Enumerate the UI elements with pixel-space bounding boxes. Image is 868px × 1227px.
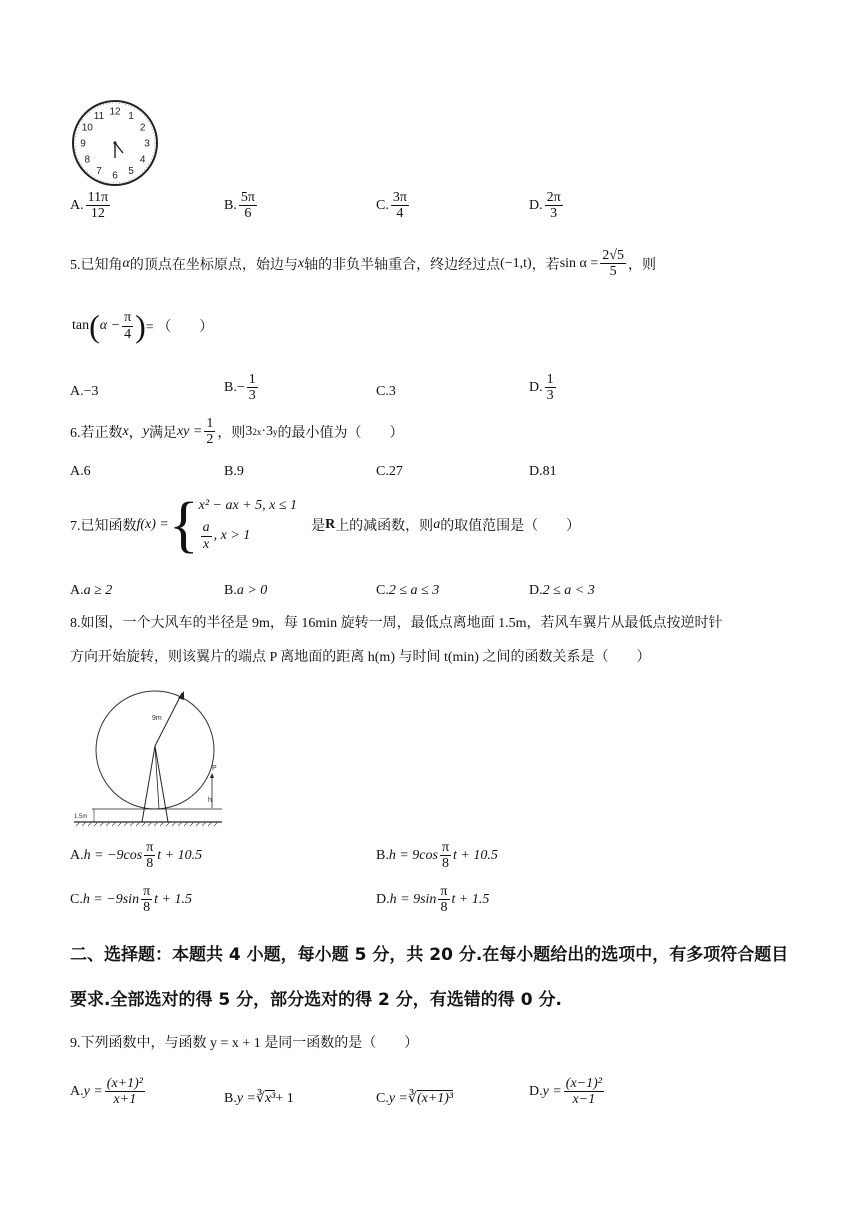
q5-stem: 5.已知角 α 的顶点在坐标原点，始边与 x 轴的非负半轴重合，终边经过点 (−1,t) ，若 sin α = $\frac{2√5}{5}$ ，则 <box>70 248 656 280</box>
q9-option-a: A. y = $\frac{\text{(x+1)²}}{x+1}$ <box>70 1076 143 1108</box>
q8-option-b: B. h = 9cos $\frac{\pi}{8}$ t + 10.5 <box>376 840 498 872</box>
clock-numeral: 8 <box>84 154 91 166</box>
q9-option-b: B. y = ∛ x³ + 1 <box>224 1090 294 1106</box>
q6-option-d: D. 81 <box>529 464 557 479</box>
q6-option-a: A. 6 <box>70 464 91 479</box>
q4-option-c: C. $\frac{3\pi}{4}$ <box>376 190 407 222</box>
clock-numeral: 11 <box>93 110 105 122</box>
q5-option-a: A. −3 <box>70 384 99 399</box>
section2-heading-line1: 二、选择题：本题共 4 小题，每小题 5 分，共 20 分.在每小题给出的选项中，有多项符合题目 <box>70 945 789 965</box>
q9-stem: 9.下列函数中，与函数 y = x + 1 是同一函数的是（ ） <box>70 1036 419 1051</box>
clock-numeral: 9 <box>80 138 86 150</box>
h-label: h <box>208 797 212 804</box>
clock-numeral: 4 <box>139 154 146 166</box>
clock-numeral: 7 <box>96 166 102 178</box>
clock-numeral: 12 <box>109 106 121 118</box>
q8-stem-line1: 8.如图，一个大风车的半径是 9m，每 16min 旋转一周，最低点离地面 1.5m，若风车翼片从最低点按逆时针 <box>70 616 723 631</box>
q8-option-d: D. h = 9sin $\frac{\pi}{8}$ t + 1.5 <box>376 884 490 916</box>
q8-option-c: C. h = −9sin $\frac{\pi}{8}$ t + 1.5 <box>70 884 192 916</box>
q4-option-d: D. $\frac{2\pi}{3}$ <box>529 190 561 222</box>
clock-numeral: 6 <box>112 170 118 182</box>
clock-numeral: 3 <box>144 138 150 150</box>
q7-option-a: A. a ≥ 2 <box>70 583 113 598</box>
q4-option-a: A. $\frac{11\pi}{12}$ <box>70 190 109 222</box>
q6-stem: 6.若正数 x ， y 满足 xy = $\frac{1}{2}$ ，则 3 2x ·3 y 的最小值为（ ） <box>70 416 404 448</box>
q5-tan-expr: tan ( α − $\frac{\pi}{4}$ ) = （ ） <box>72 308 214 344</box>
p-label: P <box>212 765 217 772</box>
clock-numeral: 1 <box>128 110 134 122</box>
ground-label: 1.5m <box>74 814 88 820</box>
clock-numeral: 2 <box>139 122 146 134</box>
q8-option-a: A. h = −9cos $\frac{\pi}{8}$ t + 10.5 <box>70 840 203 872</box>
q9-option-c: C. y = ∛ (x+1)³ <box>376 1090 454 1106</box>
clock-figure <box>70 98 160 188</box>
minute-hand <box>115 143 123 153</box>
section2-heading-line2: 要求.全部选对的得 5 分，部分选对的得 2 分，有选错的得 0 分. <box>70 990 562 1010</box>
q8-stem-line2: 方向开始旋转，则该翼片的端点 P 离地面的距离 h(m) 与时间 t(min) 之间的函数关系是（ ） <box>70 650 651 665</box>
q4-option-b: B. $\frac{5\pi}{6}$ <box>224 190 255 222</box>
q6-option-b: B. 9 <box>224 464 244 479</box>
windmill-figure <box>72 690 228 828</box>
radius-label: 9m <box>152 715 162 722</box>
q7-option-b: B. a > 0 <box>224 583 268 598</box>
q9-option-d: D. y = $\frac{\text{(x−1)²}}{x-1}$ <box>529 1076 602 1108</box>
clock-numeral: 10 <box>81 122 93 134</box>
q5-option-d: D. $\frac{1}{3}$ <box>529 372 554 404</box>
q7-option-d: D. 2 ≤ a < 3 <box>529 583 595 598</box>
clock-numeral: 5 <box>128 166 134 178</box>
q5-option-c: C. 3 <box>376 384 396 399</box>
q7-stem: 7.已知函数 f(x) = { x² − ax + 5, x ≤ 1 $\frac{a}{x}$ , x > 1 是 R 上的减函数，则 a 的取值范围是（ ） <box>70 491 581 559</box>
q6-option-c: C. 27 <box>376 464 403 479</box>
q5-option-b: B. − $\frac{1}{3}$ <box>224 372 256 404</box>
q7-option-c: C. 2 ≤ a ≤ 3 <box>376 583 440 598</box>
